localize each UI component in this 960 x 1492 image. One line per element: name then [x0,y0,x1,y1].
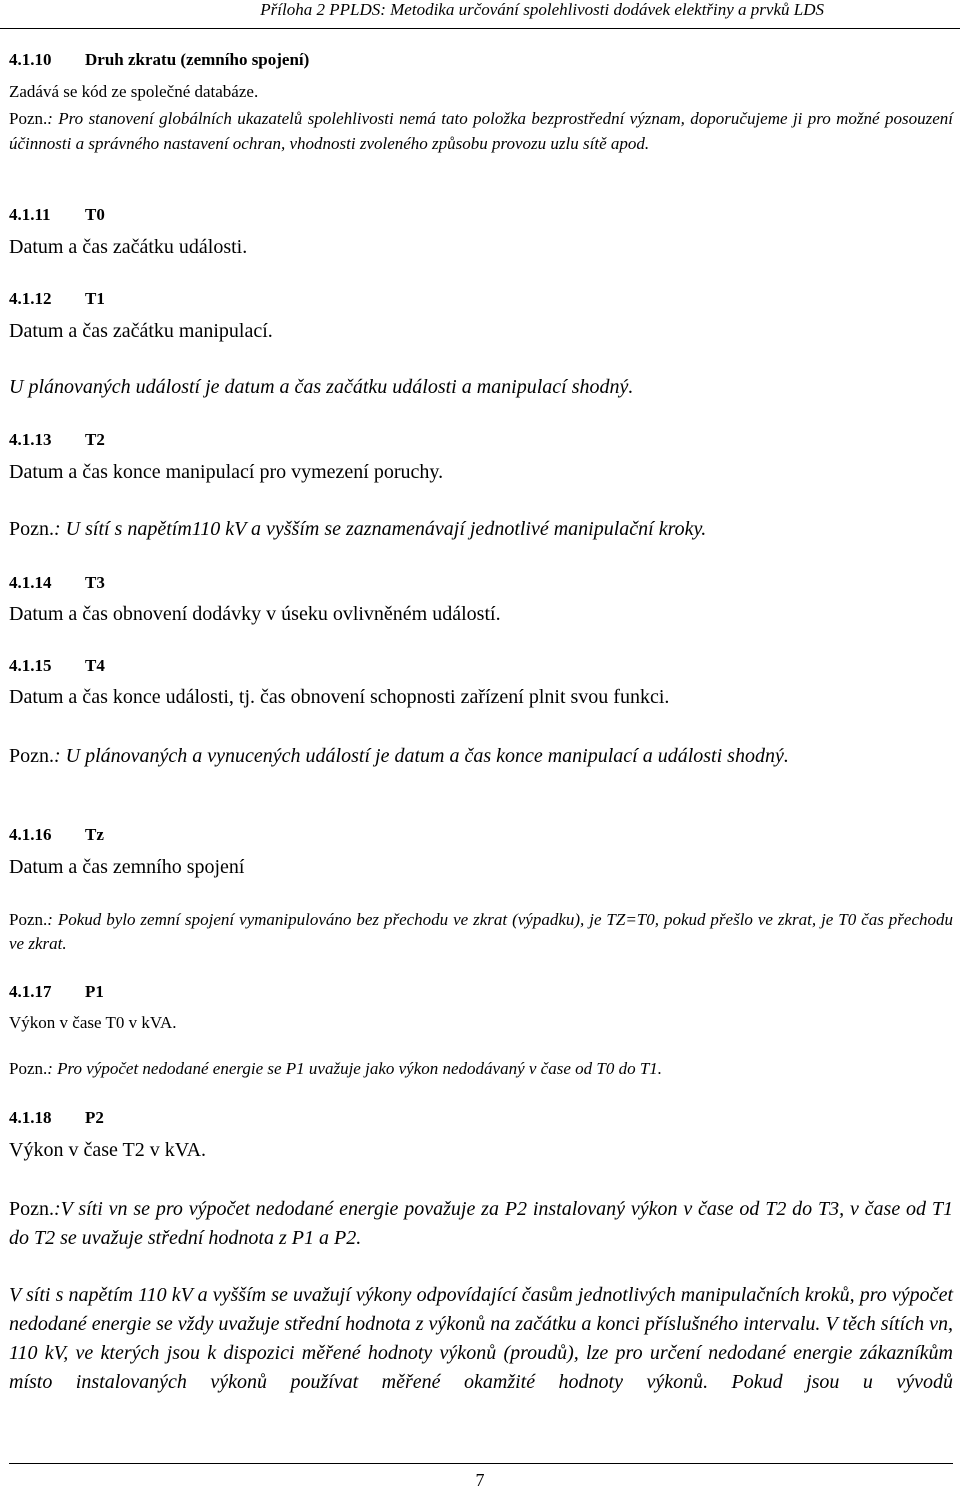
page-number: 7 [475,1470,485,1490]
section-number: 4.1.15 [9,656,52,675]
section-number: 4.1.13 [9,430,52,449]
note-label: Pozn. [9,910,48,929]
section-text: Datum a čas konce události, tj. čas obnovení schopnosti zařízení plnit svou funkci. [9,686,670,708]
section-heading-4-1-10 [9,50,309,70]
section-note [9,741,953,772]
section-text: Datum a čas začátku události. [9,236,248,258]
section-heading-4-1-13 [9,430,105,450]
note-text: : Pokud bylo zemní spojení vymanipulováno bez přechodu ve zkrat (výpadku), je TZ=T0, pokud přešlo ve zkrat, je T0 čas přechodu ve zkrat. [9,910,953,953]
section-text: Datum a čas konce manipulací pro vymezení poruchy. [9,461,444,483]
section-title: T3 [85,573,105,592]
section-heading-4-1-18 [9,1108,104,1128]
section-number: 4.1.14 [9,573,52,592]
note-text: : Pro výpočet nedodané energie se P1 uvažuje jako výkon nedodávaný v čase od T0 do T1. [47,1059,663,1078]
section-number: 4.1.18 [9,1108,52,1127]
section-title: P1 [85,982,104,1001]
note-label: Pozn. [9,745,54,767]
page-header [0,0,960,29]
note-label: Pozn. [9,518,54,540]
body-paragraph: V síti s napětím 110 kV a vyšším se uvažují výkony odpovídající časům jednotlivých manipulačních kroků, pro výpočet nedodané energie se vždy uvažuje střední hodnota z výkonů na začátku a konci příslušného intervalu. V těch sítích vn, 110 kV, ve kterých jsou k dispozici měřené hodnoty výkonů (proudů), lze pro určení nedodané energie zákazníkům místo instalovaných výkonů používat měřené okamžité hodnoty výkonů. Pokud jsou u vývodů [9,1284,953,1393]
section-title: Tz [85,825,104,844]
section-note [9,106,953,156]
section-text: Datum a čas zemního spojení [9,856,245,878]
section-title: T0 [85,205,105,224]
section-text: Výkon v čase T0 v kVA. [9,1013,177,1032]
section-text: Datum a čas začátku manipulací. [9,320,273,342]
note-text: : U sítí s napětím110 kV a vyšším se zaznamenávají jednotlivé manipulační kroky. [54,518,707,540]
note-label: Pozn. [9,109,48,128]
section-title: P2 [85,1108,104,1127]
section-number: 4.1.17 [9,982,52,1001]
footer-divider [9,1463,953,1464]
section-note [9,518,706,541]
note-text: : Pro stanovení globálních ukazatelů spolehlivosti nemá tato položka bezprostřední význam, doporučujeme ji pro možné posouzení účinnosti a správného nastavení ochran, vhodnosti zvoleného způsobu provozu uzlu sítě apod. [9,109,953,153]
section-number: 4.1.12 [9,289,52,308]
section-number: 4.1.11 [9,205,51,224]
section-note [9,908,953,956]
section-number: 4.1.10 [9,50,52,69]
section-heading-4-1-11 [9,205,105,225]
note-text: :V síti vn se pro výpočet nedodané energie považuje za P2 instalovaný výkon v čase od T2 do T3, v čase od T1 do T2 se uvažuje střední hodnota z P1 a P2. [9,1198,953,1249]
section-note [9,1195,953,1253]
section-title: Druh zkratu (zemního spojení) [85,50,310,69]
section-number: 4.1.16 [9,825,52,844]
note-text: : U plánovaných a vynucených událostí je datum a čas konce manipulací a události shodný. [54,745,789,767]
section-title: T1 [85,289,105,308]
note-label: Pozn. [9,1198,54,1220]
section-note [9,1059,662,1079]
section-heading-4-1-16 [9,825,104,845]
section-heading-4-1-12 [9,289,105,309]
section-note: U plánovaných událostí je datum a čas začátku události a manipulací shodný. [9,376,634,398]
note-label: Pozn. [9,1059,48,1078]
section-title: T4 [85,656,105,675]
section-heading-4-1-17 [9,982,104,1002]
section-text: Zadává se kód ze společné databáze. [9,82,259,101]
section-heading-4-1-14 [9,573,105,593]
header-title: Příloha 2 PPLDS: Metodika určování spolehlivosti dodávek elektřiny a prvků LDS [260,0,824,19]
section-text: Datum a čas obnovení dodávky v úseku ovlivněném událostí. [9,603,501,625]
section-text: Výkon v čase T2 v kVA. [9,1139,207,1161]
section-heading-4-1-15 [9,656,105,676]
section-title: T2 [85,430,105,449]
